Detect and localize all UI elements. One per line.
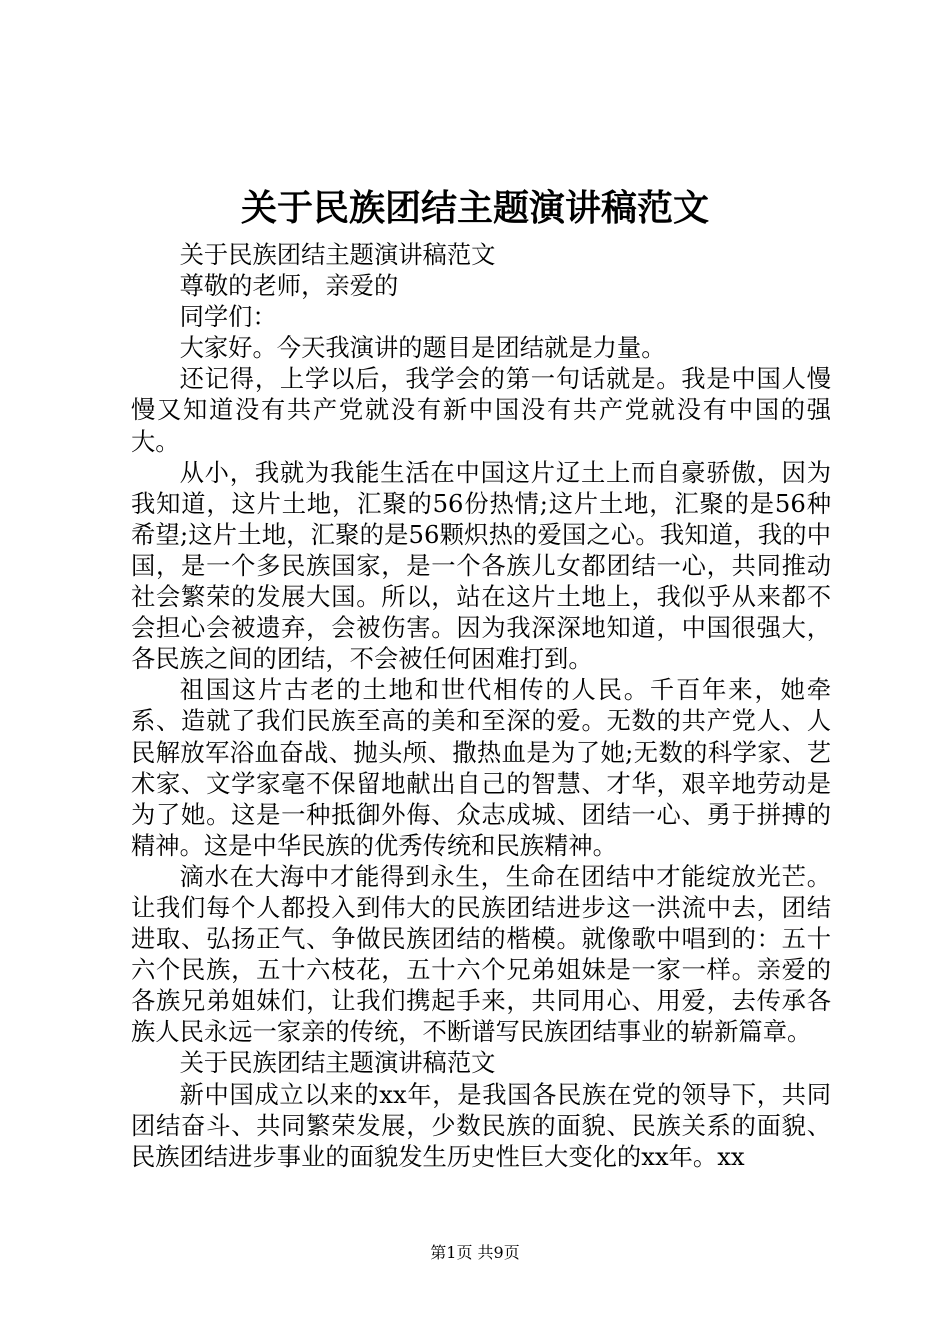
paragraph: 同学们： — [179, 302, 277, 332]
paragraph: 还记得，上学以后，我学会的第一句话就是。我是中国人慢慢又知道没有共产党就没有新中国没有共产党就没有中国的强大。 — [131, 364, 831, 456]
paragraph: 关于民族团结主题演讲稿范文 — [179, 240, 496, 269]
paragraph: 尊敬的老师，亲爱的 — [179, 271, 399, 301]
paragraph: 从小，我就为我能生活在中国这片辽土上而自豪骄傲，因为我知道，这片土地，汇聚的56份热情;这片土地，汇聚的是56种希望;这片土地，汇聚的是56颗炽热的爱国之心。我知道，我的中国，是一个多民族国家，是一个各族儿女都团结一心，共同推动社会繁荣的发展大国。所以，站在这片土地上，我似乎从来都不会担心会被遗弃，会被伤害。因为我深深地知道，中国很强大，各民族之间的团结，不会被任何困难打到。 — [131, 457, 831, 674]
document-title: 关于民族团结主题演讲稿范文 — [240, 187, 709, 229]
paragraph: 新中国成立以来的xx年，是我国各民族在党的领导下，共同团结奋斗、共同繁荣发展，少数民族的面貌、民族关系的面貌、民族团结进步事业的面貌发生历史性巨大变化的xx年。xx — [131, 1079, 831, 1171]
page-number-footer: 第1页 共9页 — [430, 1243, 520, 1262]
paragraph: 关于民族团结主题演讲稿范文 — [179, 1048, 496, 1078]
document-body — [131, 239, 831, 1172]
paragraph: 大家好。今天我演讲的题目是团结就是力量。 — [179, 333, 666, 363]
paragraph: 滴水在大海中才能得到永生，生命在团结中才能绽放光芒。让我们每个人都投入到伟大的民族团结进步这一洪流中去，团结进取、弘扬正气、争做民族团结的楷模。就像歌中唱到的：五十六个民族，五十六枝花，五十六个兄弟姐妹是一家一样。亲爱的各族兄弟姐妹们，让我们携起手来，共同用心、用爱，去传承各族人民永远一家亲的传统，不断谱写民族团结事业的崭新篇章。 — [131, 861, 831, 1047]
paragraph: 祖国这片古老的土地和世代相传的人民。千百年来，她牵系、造就了我们民族至高的美和至深的爱。无数的共产党人、人民解放军浴血奋战、抛头颅、撒热血是为了她;无数的科学家、艺术家、文学家毫不保留地献出自己的智慧、才华，艰辛地劳动是为了她。这是一种抵御外侮、众志成城、团结一心、勇于拼搏的精神。这是中华民族的优秀传统和民族精神。 — [131, 675, 831, 860]
